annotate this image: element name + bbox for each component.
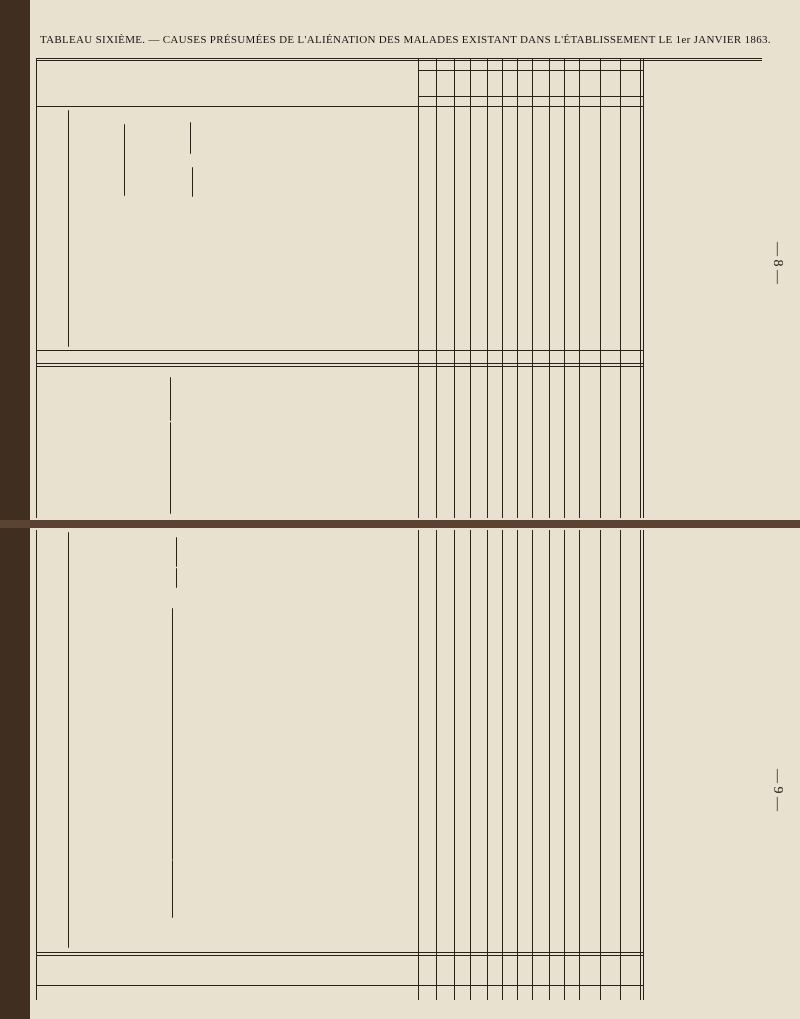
observations-divider	[643, 58, 644, 518]
brace-externes	[176, 568, 177, 588]
brace-section2	[68, 532, 69, 948]
folie-underline	[418, 70, 643, 71]
totals-top	[36, 350, 643, 351]
column-divider	[579, 58, 580, 518]
column-divider	[600, 58, 601, 518]
column-divider	[532, 530, 533, 1000]
column-divider	[454, 58, 455, 518]
column-divider	[436, 58, 437, 518]
column-divider	[470, 58, 471, 518]
column-divider	[517, 530, 518, 1000]
column-divider	[564, 58, 565, 518]
brace-poisons	[176, 537, 177, 567]
column-divider	[600, 530, 601, 1000]
column-divider	[418, 530, 419, 1000]
table-top-border	[36, 58, 762, 59]
brace-heredite	[124, 124, 125, 196]
totals-bottom-double	[36, 366, 643, 367]
brace-cerebrales	[170, 377, 171, 421]
column-divider	[620, 58, 621, 518]
sheet-bottom	[30, 526, 800, 1019]
sheet-top	[30, 0, 800, 522]
column-divider	[454, 530, 455, 1000]
observations-divider	[643, 530, 644, 1000]
column-divider	[487, 530, 488, 1000]
table-title: TABLEAU SIXIÈME. — CAUSES PRÉSUMÉES DE L'ALIÉNATION DES MALADES EXISTANT DANS L'ÉTABLISSEMENT LE 1er JANVIER 1863.	[40, 34, 771, 46]
column-divider	[517, 58, 518, 518]
subheader-top	[418, 96, 643, 97]
brace-diverses	[170, 422, 171, 514]
column-divider	[549, 530, 550, 1000]
brace-morales	[172, 608, 173, 860]
table-left-border	[36, 58, 37, 518]
column-divider	[579, 530, 580, 1000]
totals-bottom	[36, 363, 643, 364]
binding-edge	[0, 0, 30, 1019]
totals-top-bottom	[36, 952, 643, 953]
column-divider	[487, 58, 488, 518]
table-top-border-double	[36, 60, 762, 61]
page-fold	[0, 520, 800, 528]
brace-mixtes	[172, 860, 173, 918]
column-divider	[640, 530, 641, 1000]
column-divider	[418, 58, 419, 518]
column-divider	[436, 530, 437, 1000]
page-number-bottom: — 9 —	[770, 769, 785, 811]
brace-section1	[68, 110, 69, 347]
column-divider	[470, 530, 471, 1000]
column-divider	[640, 58, 641, 518]
column-divider	[549, 58, 550, 518]
page-number-top: — 8 —	[770, 242, 785, 284]
column-divider	[532, 58, 533, 518]
totals-top-bottom-double	[36, 955, 643, 956]
brace-mixte	[192, 167, 193, 197]
header-bottom	[36, 106, 643, 107]
brace-directe	[190, 122, 191, 154]
totals-bottom-bottom	[36, 985, 643, 986]
column-divider	[620, 530, 621, 1000]
column-divider	[502, 58, 503, 518]
table-left-border-bottom	[36, 530, 37, 1000]
column-divider	[502, 530, 503, 1000]
column-divider	[564, 530, 565, 1000]
